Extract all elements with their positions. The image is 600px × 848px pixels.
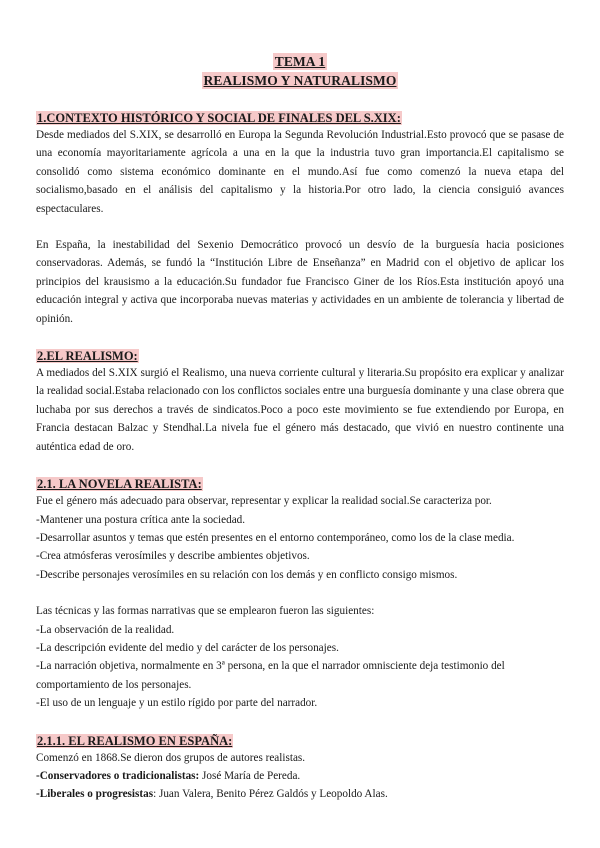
section-1-paragraph-2: En España, la inestabilidad del Sexenio Democrático provocó un desvío de la burguesía hacia posiciones conservadoras. Además, se fundó la “Institución Libre de Enseñanza” en Madrid con el objetivo de aplicar los principios del krausismo a la educación.Su fundador fue Francisco Giner de los Ríos.Esta institución apoyó una educación integral y activa que incorporaba nuevas materias y actividades en un ambiente de tolerancia y libertad de opinión. bbox=[36, 239, 564, 325]
group-label: -Conservadores o tradicionalistas: bbox=[36, 769, 200, 782]
list-item bbox=[36, 767, 564, 785]
list-item: -Describe personajes verosímiles en su relación con los demás y en conflicto consigo mismos. bbox=[36, 568, 458, 581]
list-item: -Mantener una postura crítica ante la sociedad. bbox=[36, 513, 246, 526]
list-item: -La narración objetiva, normalmente en 3ª persona, en la que el narrador omnisciente deja testimonio del bbox=[36, 660, 505, 673]
list-item: -El uso de un lenguaje y un estilo rígido por parte del narrador. bbox=[36, 697, 318, 710]
novel-intro: Fue el género más adecuado para observar, representar y explicar la realidad social.Se caracteriza por. bbox=[36, 495, 492, 508]
techniques-intro: Las técnicas y las formas narrativas que se emplearon fueron las siguientes: bbox=[36, 605, 375, 618]
section-2-1-1-heading: 2.1.1. EL REALISMO EN ESPAÑA: bbox=[37, 733, 233, 748]
group-authors: : Juan Valera, Benito Pérez Galdós y Leopoldo Alas. bbox=[153, 788, 388, 801]
spain-intro: Comenzó en 1868.Se dieron dos grupos de autores realistas. bbox=[36, 751, 306, 764]
section-2-heading: 2.EL REALISMO: bbox=[37, 349, 138, 364]
list-item: -La observación de la realidad. bbox=[36, 623, 175, 636]
document-page bbox=[36, 52, 564, 804]
section-2-1-heading: 2.1. LA NOVELA REALISTA: bbox=[37, 477, 202, 492]
document-title bbox=[36, 52, 564, 90]
list-item: -Crea atmósferas verosímiles y describe ambientes objetivos. bbox=[36, 550, 310, 563]
section-2-paragraph: A mediados del S.XIX surgió el Realismo, una nueva corriente cultural y literaria.Su propósito era explicar y analizar la realidad social.Estaba relacionado con los conflictos sociales entre una burguesía dominante y una clase obrera que luchaba por sus derechos a través de sindicatos.Poco a poco este movimiento se fue extendiendo por Europa, en Francia destacan Balzac y Stendhal.La nivela fue el género más destacado, que vivió en nuestro continente una auténtica edad de oro. bbox=[36, 367, 564, 453]
list-item: -La descripción evidente del medio y del carácter de los personajes. bbox=[36, 641, 339, 654]
section-1-heading: 1.CONTEXTO HISTÓRICO Y SOCIAL DE FINALES DEL S.XIX: bbox=[37, 111, 401, 125]
title-line-2: REALISMO Y NATURALISMO bbox=[203, 73, 397, 88]
title-line-1: TEMA 1 bbox=[274, 54, 326, 69]
list-item: -Desarrollar asuntos y temas que estén presentes en el entorno contemporáneo, como los de la clase media. bbox=[36, 531, 515, 544]
group-label: -Liberales o progresistas bbox=[36, 788, 154, 801]
section-1-paragraph-1: Desde mediados del S.XIX, se desarrolló en Europa la Segunda Revolución Industrial.Esto provocó que se pasase de una economía mayoritariamente agrícola a una en la que la industria tuvo gran importancia.El capitalismo se consolidó como sistema económico dominante en el mundo.Así fue como comenzó la nueva etapa del socialismo,basado en el análisis del capitalismo y la historia.Por otro lado, la ciencia consiguió avances espectaculares. bbox=[36, 129, 564, 215]
list-item: comportamiento de los personajes. bbox=[36, 678, 192, 691]
group-authors: José María de Pereda. bbox=[199, 769, 301, 782]
list-item bbox=[36, 785, 564, 803]
